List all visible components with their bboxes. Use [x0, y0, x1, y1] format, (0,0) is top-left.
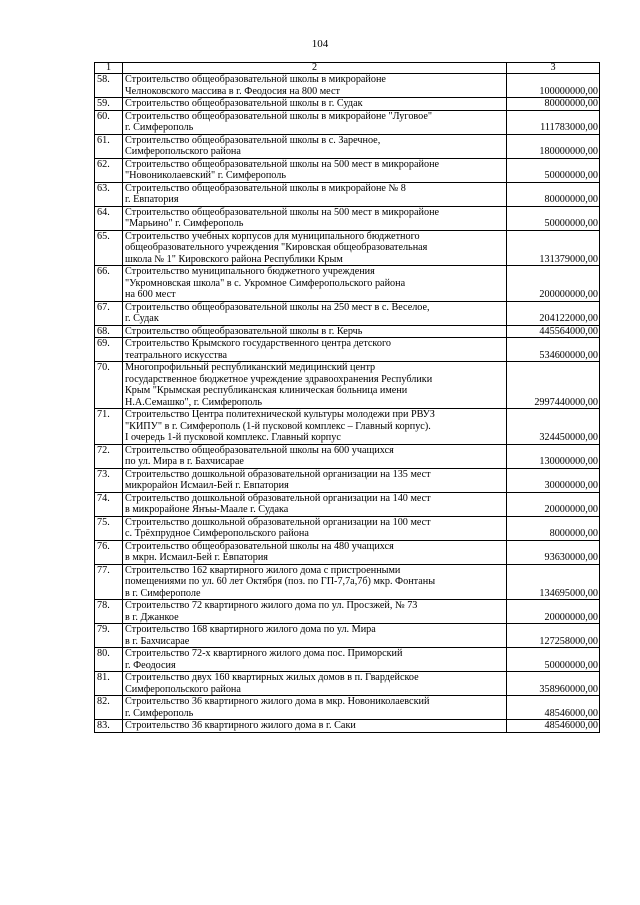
row-amount: 131379000,00	[507, 230, 600, 266]
table-row	[95, 74, 600, 98]
table-row	[95, 266, 600, 302]
row-number: 73.	[95, 468, 123, 492]
row-amount: 200000000,00	[507, 266, 600, 302]
row-description: Строительство 168 квартирного жилого дома по ул. Мира в г. Бахчисарае	[123, 624, 507, 648]
table-row	[95, 444, 600, 468]
row-description: Строительство общеобразовательной школы на 600 учащихся по ул. Мира в г. Бахчисарае	[123, 444, 507, 468]
row-description: Строительство 72 квартирного жилого дома по ул. Просзжей, № 73 в г. Джанкое	[123, 600, 507, 624]
row-description: Строительство общеобразовательной школы на 480 учащихся в мкрн. Исмаил-Бей г. Евпатория	[123, 540, 507, 564]
row-description: Строительство учебных корпусов для муниципального бюджетного общеобразовательного учреждения "Кировская общеобразовательная школа № 1" Кировского района Республики Крым	[123, 230, 507, 266]
row-amount: 20000000,00	[507, 600, 600, 624]
row-number: 68.	[95, 325, 123, 338]
table-row	[95, 206, 600, 230]
row-description: Строительство двух 160 квартирных жилых домов в п. Гвардейское Симферопольского района	[123, 672, 507, 696]
row-number: 71.	[95, 409, 123, 445]
row-amount: 30000000,00	[507, 468, 600, 492]
row-number: 67.	[95, 301, 123, 325]
table-row	[95, 134, 600, 158]
row-amount: 50000000,00	[507, 158, 600, 182]
row-description: Строительство общеобразовательной школы в г. Керчь	[123, 325, 507, 338]
table-row	[95, 338, 600, 362]
table-row	[95, 564, 600, 600]
table-row	[95, 468, 600, 492]
row-description: Строительство Крымского государственного центра детского театрального искусства	[123, 338, 507, 362]
table-row	[95, 409, 600, 445]
row-amount: 204122000,00	[507, 301, 600, 325]
row-number: 83.	[95, 720, 123, 733]
row-amount: 80000000,00	[507, 182, 600, 206]
row-number: 80.	[95, 648, 123, 672]
table-row	[95, 720, 600, 733]
row-description: Строительство общеобразовательной школы в микрорайоне "Луговое" г. Симферополь	[123, 110, 507, 134]
row-number: 70.	[95, 362, 123, 409]
row-amount: 50000000,00	[507, 648, 600, 672]
row-number: 76.	[95, 540, 123, 564]
row-description: Строительство 36 квартирного жилого дома в г. Саки	[123, 720, 507, 733]
row-description: Строительство общеобразовательной школы на 250 мест в с. Веселое, г. Судак	[123, 301, 507, 325]
row-description: Многопрофильный республиканский медицинский центр государственное бюджетное учреждение здравоохранения Республики Крым "Крымская республиканская клиническая больница имени Н.А.Семашко", г. Симферополь	[123, 362, 507, 409]
row-number: 58.	[95, 74, 123, 98]
table-row	[95, 158, 600, 182]
row-number: 60.	[95, 110, 123, 134]
row-amount: 2997440000,00	[507, 362, 600, 409]
row-amount: 130000000,00	[507, 444, 600, 468]
table-row	[95, 696, 600, 720]
table-row	[95, 110, 600, 134]
table-row	[95, 516, 600, 540]
row-number: 64.	[95, 206, 123, 230]
row-number: 62.	[95, 158, 123, 182]
table-row	[95, 230, 600, 266]
table-row	[95, 301, 600, 325]
row-amount: 20000000,00	[507, 492, 600, 516]
row-number: 61.	[95, 134, 123, 158]
table-row	[95, 325, 600, 338]
row-description: Строительство общеобразовательной школы на 500 мест в микрорайоне "Марьино" г. Симферополь	[123, 206, 507, 230]
column-header-amount: 3	[507, 63, 600, 74]
page-number: 104	[311, 38, 329, 50]
row-number: 82.	[95, 696, 123, 720]
row-number: 63.	[95, 182, 123, 206]
table-row	[95, 672, 600, 696]
table-row	[95, 648, 600, 672]
row-number: 72.	[95, 444, 123, 468]
column-header-number: 1	[95, 63, 123, 74]
row-amount: 93630000,00	[507, 540, 600, 564]
row-description: Строительство общеобразовательной школы в микрорайоне № 8 г. Евпатория	[123, 182, 507, 206]
table-row	[95, 182, 600, 206]
row-description: Строительство Центра политехнической культуры молодежи при РВУЗ "КИПУ" в г. Симферополь (1-й пусковой комплекс – Главный корпус). I очередь 1-й пусковой комплекс. Главный корпус	[123, 409, 507, 445]
row-amount: 80000000,00	[507, 98, 600, 111]
row-amount: 50000000,00	[507, 206, 600, 230]
row-number: 59.	[95, 98, 123, 111]
row-amount: 324450000,00	[507, 409, 600, 445]
row-description: Строительство дошкольной образовательной организации на 140 мест в микрорайоне Янъы-Маале г. Судака	[123, 492, 507, 516]
row-amount: 100000000,00	[507, 74, 600, 98]
column-header-description: 2	[123, 63, 507, 74]
table-row	[95, 362, 600, 409]
row-amount: 48546000,00	[507, 720, 600, 733]
row-amount: 134695000,00	[507, 564, 600, 600]
row-amount: 111783000,00	[507, 110, 600, 134]
table-row	[95, 98, 600, 111]
row-number: 66.	[95, 266, 123, 302]
row-amount: 445564000,00	[507, 325, 600, 338]
row-description: Строительство общеобразовательной школы в г. Судак	[123, 98, 507, 111]
row-description: Строительство общеобразовательной школы на 500 мест в микрорайоне "Новониколаевский" г. Симферополь	[123, 158, 507, 182]
row-number: 65.	[95, 230, 123, 266]
row-amount: 358960000,00	[507, 672, 600, 696]
table-header-row	[95, 63, 600, 74]
investment-table	[94, 62, 600, 733]
row-number: 78.	[95, 600, 123, 624]
row-number: 74.	[95, 492, 123, 516]
row-description: Строительство муниципального бюджетного учреждения "Укромновская школа" в с. Укромное Симферопольского района на 600 мест	[123, 266, 507, 302]
row-amount: 8000000,00	[507, 516, 600, 540]
row-amount: 180000000,00	[507, 134, 600, 158]
row-number: 69.	[95, 338, 123, 362]
row-description: Строительство общеобразовательной школы в микрорайоне Челноковского массива в г. Феодосия на 800 мест	[123, 74, 507, 98]
row-number: 77.	[95, 564, 123, 600]
table-row	[95, 540, 600, 564]
row-description: Строительство 36 квартирного жилого дома в мкр. Новониколаевский г. Симферополь	[123, 696, 507, 720]
row-number: 81.	[95, 672, 123, 696]
row-description: Строительство общеобразовательной школы в с. Заречное, Симферопольского района	[123, 134, 507, 158]
row-amount: 534600000,00	[507, 338, 600, 362]
row-number: 79.	[95, 624, 123, 648]
row-description: Строительство 162 квартирного жилого дома с пристроенными помещениями по ул. 60 лет Октября (поз. по ГП-7,7а,7б) мкр. Фонтаны в г. Симферополе	[123, 564, 507, 600]
row-amount: 127258000,00	[507, 624, 600, 648]
row-number: 75.	[95, 516, 123, 540]
table-row	[95, 624, 600, 648]
row-amount: 48546000,00	[507, 696, 600, 720]
row-description: Строительство дошкольной образовательной организации на 135 мест микрорайон Исмаил-Бей г. Евпатория	[123, 468, 507, 492]
row-description: Строительство дошкольной образовательной организации на 100 мест с. Трёхпрудное Симферопольского района	[123, 516, 507, 540]
table-row	[95, 492, 600, 516]
table-row	[95, 600, 600, 624]
row-description: Строительство 72-х квартирного жилого дома пос. Приморский г. Феодосия	[123, 648, 507, 672]
